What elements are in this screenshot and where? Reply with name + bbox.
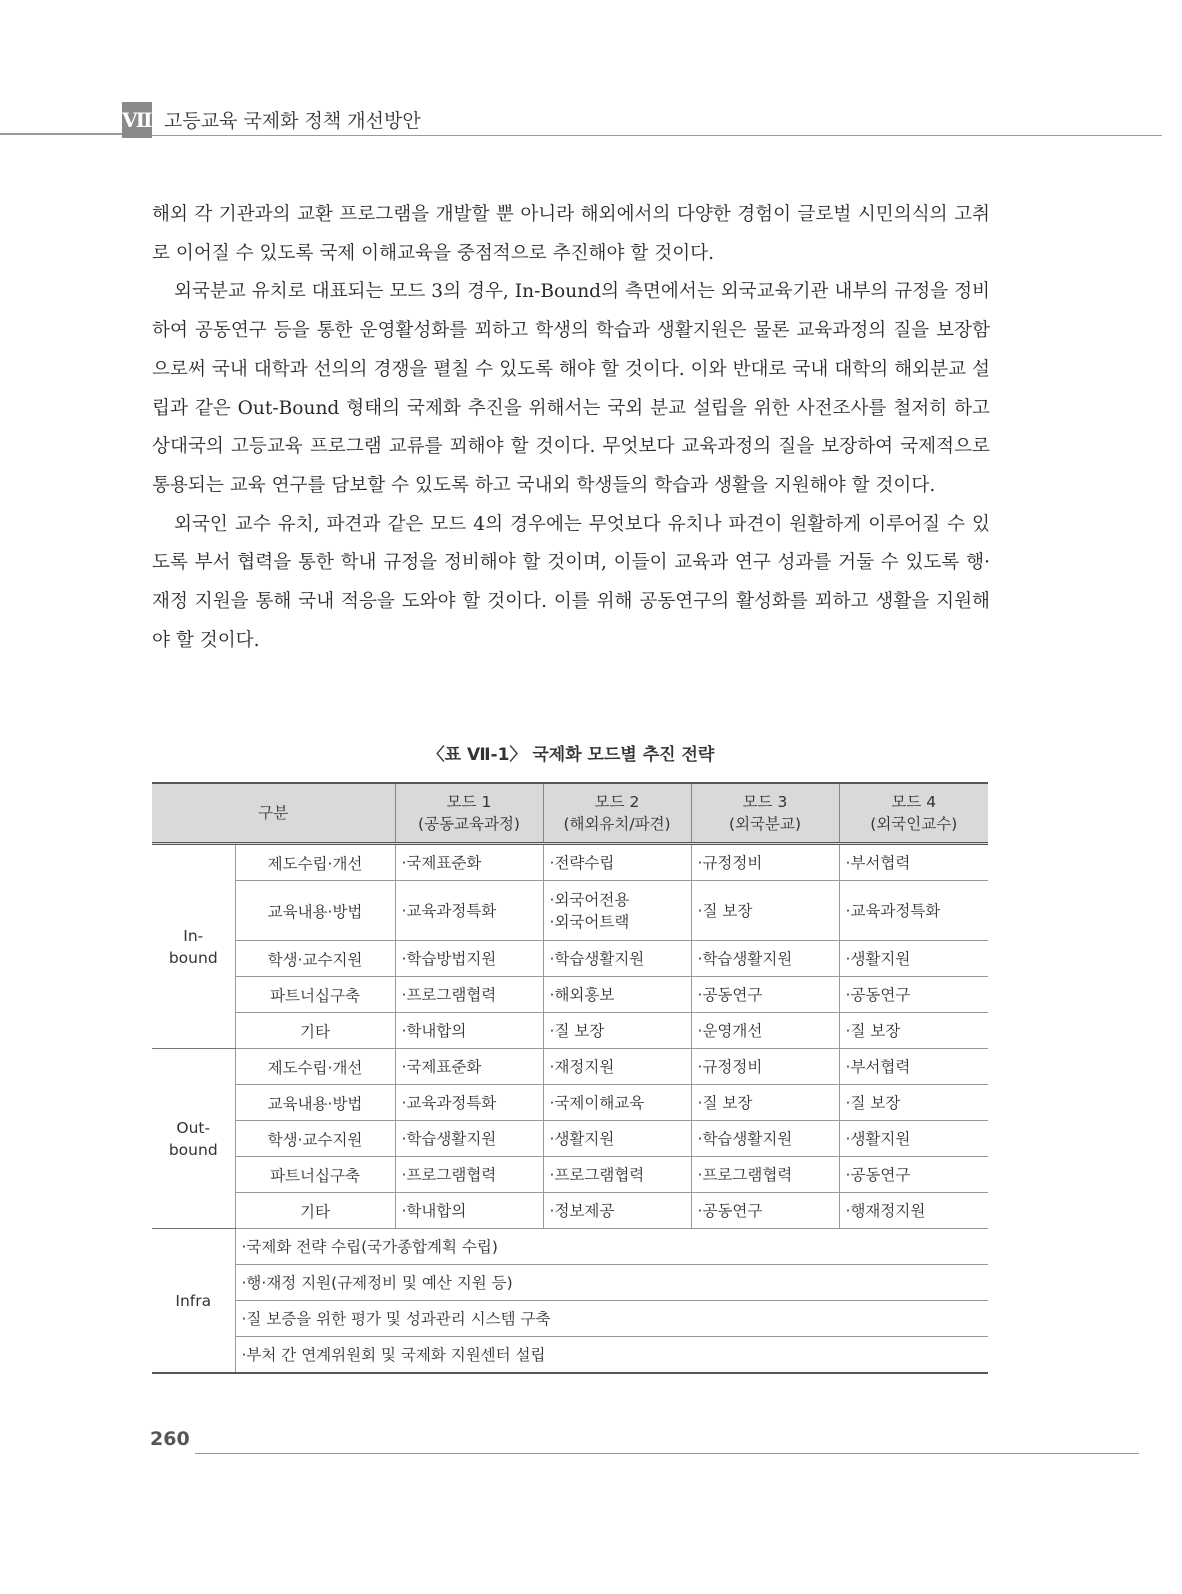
- table-cell: ·해외홍보: [543, 977, 691, 1013]
- table-row: [152, 1301, 988, 1337]
- row-category: 기타: [235, 1013, 395, 1049]
- group-label-line: Out-: [176, 1118, 211, 1137]
- page-number: 260: [150, 1428, 190, 1450]
- row-category: 학생·교수지원: [235, 941, 395, 977]
- table-row: [152, 1265, 988, 1301]
- table-cell: ·학습생활지원: [543, 941, 691, 977]
- table-cell: ·규정정비: [691, 844, 839, 881]
- table-cell: ·교육과정특화: [395, 881, 543, 941]
- table-cell: ·국제표준화: [395, 1049, 543, 1085]
- header-mode-label: 모드 3: [742, 793, 788, 811]
- table-cell: ·생활지원: [839, 1121, 988, 1157]
- cell-line: ·외국어트랙: [549, 912, 630, 931]
- table-cell: ·국제표준화: [395, 844, 543, 881]
- cell-line: ·외국어전용: [549, 890, 630, 909]
- table-row: [152, 881, 988, 941]
- table-row: [152, 1049, 988, 1085]
- table-cell: ·질 보장: [839, 1085, 988, 1121]
- table-cell: ·부서협력: [839, 1049, 988, 1085]
- header-mode-2: [543, 783, 691, 844]
- table-cell: ·국제이해교육: [543, 1085, 691, 1121]
- table-row: [152, 977, 988, 1013]
- header-rule: [152, 135, 1162, 136]
- header-mode-4: [839, 783, 988, 844]
- paragraph: 외국분교 유치로 대표되는 모드 3의 경우, In-Bound의 측면에서는 외국교육기관 내부의 규정을 정비하여 공동연구 등을 통한 운영활성화를 꾀하고 학생의 학습과 생활지원은 물론 교육과정의 질을 보장함으로써 국내 대학과 선의의 경쟁을 펼칠 수 있도록 해야 할 것이다. 이와 반대로 국내 대학의 해외분교 설립과 같은 Out-Bound 형태의 국제화 추진을 위해서는 국외 분교 설립을 위한 사전조사를 철저히 하고 상대국의 고등교육 프로그램 교류를 꾀해야 할 것이다. 무엇보다 교육과정의 질을 보장하여 국제적으로 통용되는 교육 연구를 담보할 수 있도록 하고 국내외 학생들의 학습과 생활을 지원해야 할 것이다.: [152, 281, 990, 496]
- header-mode-desc: (해외유치/파견): [563, 815, 671, 833]
- table-cell: ·규정정비: [691, 1049, 839, 1085]
- table-cell: ·교육과정특화: [395, 1085, 543, 1121]
- chapter-title: 고등교육 국제화 정책 개선방안: [164, 110, 421, 132]
- table-row: [152, 1229, 988, 1265]
- header-mode-1: [395, 783, 543, 844]
- row-category: 교육내용·방법: [235, 1085, 395, 1121]
- infra-item: ·국제화 전략 수립(국가종합계획 수립): [235, 1229, 988, 1265]
- outbound-group-label: [152, 1049, 235, 1229]
- table-row: [152, 1013, 988, 1049]
- infra-item: ·질 보증을 위한 평가 및 성과관리 시스템 구축: [235, 1301, 988, 1337]
- table-cell: ·학내합의: [395, 1193, 543, 1229]
- table-cell: ·프로그램협력: [395, 977, 543, 1013]
- table-cell: ·질 보장: [543, 1013, 691, 1049]
- header-mode-label: 모드 1: [446, 793, 492, 811]
- table-cell: ·공동연구: [839, 977, 988, 1013]
- table-cell: ·부서협력: [839, 844, 988, 881]
- body-text: [152, 196, 990, 660]
- footer-rule: [195, 1453, 1139, 1454]
- table-cell: ·프로그램협력: [543, 1157, 691, 1193]
- table-cell: ·학습방법지원: [395, 941, 543, 977]
- table-cell: ·공동연구: [839, 1157, 988, 1193]
- paragraph: 해외 각 기관과의 교환 프로그램을 개발할 뿐 아니라 해외에서의 다양한 경험이 글로벌 시민의식의 고취로 이어질 수 있도록 국제 이해교육을 중점적으로 추진해야 할 것이다.: [152, 204, 990, 264]
- group-label-line: bound: [168, 1140, 218, 1159]
- table-cell: ·행재정지원: [839, 1193, 988, 1229]
- header-mode-desc: (외국분교): [729, 815, 802, 833]
- table-row: [152, 1085, 988, 1121]
- row-category: 학생·교수지원: [235, 1121, 395, 1157]
- header-mode-desc: (외국인교수): [870, 815, 958, 833]
- table-cell: ·생활지원: [543, 1121, 691, 1157]
- header-left-rule: [0, 133, 122, 135]
- row-category: 교육내용·방법: [235, 881, 395, 941]
- group-label-line: In-: [183, 926, 204, 945]
- table-cell: ·학습생활지원: [691, 1121, 839, 1157]
- row-category: 제도수립·개선: [235, 1049, 395, 1085]
- table-cell: ·정보제공: [543, 1193, 691, 1229]
- table-cell: ·프로그램협력: [691, 1157, 839, 1193]
- chapter-header: [0, 102, 1162, 136]
- header-mode-desc: (공동교육과정): [418, 815, 520, 833]
- chapter-badge: Ⅶ: [122, 102, 152, 138]
- row-category: 파트너십구축: [235, 1157, 395, 1193]
- infra-group-label: Infra: [152, 1229, 235, 1374]
- table-row: [152, 844, 988, 881]
- table-row: [152, 1193, 988, 1229]
- table-row: [152, 1121, 988, 1157]
- table-cell: ·공동연구: [691, 1193, 839, 1229]
- table-cell: ·생활지원: [839, 941, 988, 977]
- table-cell: ·질 보장: [691, 1085, 839, 1121]
- row-category: 파트너십구축: [235, 977, 395, 1013]
- header-category: 구분: [152, 783, 395, 844]
- table-cell: ·교육과정특화: [839, 881, 988, 941]
- strategy-table: [152, 782, 988, 1374]
- paragraph: 외국인 교수 유치, 파견과 같은 모드 4의 경우에는 무엇보다 유치나 파견이 원활하게 이루어질 수 있도록 부서 협력을 통한 학내 규정을 정비해야 할 것이며, 이들이 교육과 연구 성과를 거둘 수 있도록 행·재정 지원을 통해 국내 적응을 도와야 할 것이다. 이를 위해 공동연구의 활성화를 꾀하고 생활을 지원해야 할 것이다.: [152, 513, 990, 651]
- table-cell: ·전략수립: [543, 844, 691, 881]
- group-label-line: bound: [168, 948, 218, 967]
- table-row: [152, 1157, 988, 1193]
- table-caption: 〈표 Ⅶ-1〉 국제화 모드별 추진 전략: [427, 745, 715, 765]
- table-header-row: [152, 783, 988, 844]
- row-category: 기타: [235, 1193, 395, 1229]
- table-cell: ·질 보장: [839, 1013, 988, 1049]
- table-cell: ·운영개선: [691, 1013, 839, 1049]
- header-mode-label: 모드 2: [594, 793, 640, 811]
- inbound-group-label: [152, 844, 235, 1049]
- table-cell: ·학습생활지원: [691, 941, 839, 977]
- row-category: 제도수립·개선: [235, 844, 395, 881]
- table-cell: ·프로그램협력: [395, 1157, 543, 1193]
- infra-item: ·행·재정 지원(규제정비 및 예산 지원 등): [235, 1265, 988, 1301]
- infra-item: ·부처 간 연계위원회 및 국제화 지원센터 설립: [235, 1337, 988, 1374]
- table-cell: [543, 881, 691, 941]
- table-row: [152, 1337, 988, 1374]
- header-mode-label: 모드 4: [891, 793, 937, 811]
- table-row: [152, 941, 988, 977]
- table-cell: ·학내합의: [395, 1013, 543, 1049]
- table-cell: ·재정지원: [543, 1049, 691, 1085]
- header-mode-3: [691, 783, 839, 844]
- table-cell: ·질 보장: [691, 881, 839, 941]
- table-cell: ·공동연구: [691, 977, 839, 1013]
- table-cell: ·학습생활지원: [395, 1121, 543, 1157]
